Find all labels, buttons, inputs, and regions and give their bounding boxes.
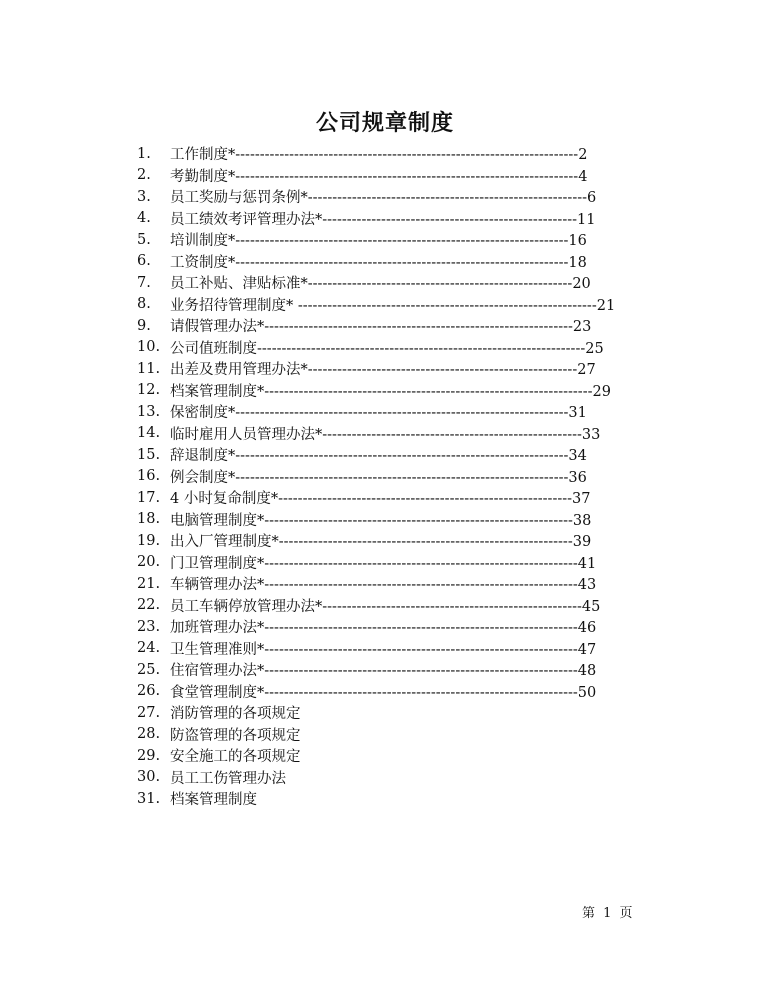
toc-number: 24. (137, 640, 161, 656)
toc-entry: 公司值班制度-------------------------------------------------------------------25 (170, 340, 604, 357)
toc-number: 1. (137, 145, 151, 162)
toc-entry: 档案管理制度*-------------------------------------------------------------------29 (170, 383, 611, 400)
toc-number: 30. (137, 769, 161, 785)
toc-entry: 临时雇用人员管理办法*-----------------------------------------------------33 (170, 426, 601, 443)
toc-number: 7. (137, 274, 151, 291)
toc-number: 16. (137, 468, 161, 484)
toc-entry: 考勤制度*----------------------------------------------------------------------4 (170, 168, 588, 185)
toc-entry: 工作制度*----------------------------------------------------------------------2 (170, 147, 588, 163)
toc-entry: 员工工伤管理办法 (170, 770, 286, 787)
toc-entry: 请假管理办法*---------------------------------------------------------------23 (170, 319, 592, 335)
toc-entry: 卫生管理准则*----------------------------------------------------------------47 (170, 641, 597, 658)
toc-entry: 加班管理办法*----------------------------------------------------------------46 (170, 620, 597, 636)
toc-number: 12. (137, 382, 161, 398)
toc-number: 10. (137, 339, 161, 355)
toc-number: 9. (137, 317, 151, 334)
toc-entry: 档案管理制度 (170, 792, 257, 808)
toc-number: 27. (137, 704, 161, 721)
toc-entry: 员工车辆停放管理办法*-----------------------------------------------------45 (170, 598, 601, 615)
toc-entry: 员工奖励与惩罚条例*---------------------------------------------------------6 (170, 190, 597, 206)
toc-entry: 保密制度*--------------------------------------------------------------------31 (170, 405, 587, 421)
toc-number: 6. (137, 253, 151, 269)
toc-number: 20. (137, 554, 161, 570)
toc-entry: 辞退制度*--------------------------------------------------------------------34 (170, 448, 587, 464)
toc-number: 8. (137, 296, 151, 312)
toc-entry: 门卫管理制度*----------------------------------------------------------------41 (170, 555, 597, 572)
toc-entry: 业务招待管理制度* -------------------------------------------------------------21 (170, 297, 616, 314)
toc-entry: 培训制度*--------------------------------------------------------------------16 (170, 233, 587, 249)
toc-number: 4. (137, 210, 151, 226)
toc-number: 28. (137, 726, 161, 742)
toc-number: 17. (137, 489, 161, 506)
toc-entry: 住宿管理办法*----------------------------------------------------------------48 (170, 663, 597, 679)
toc-entry: 防盗管理的各项规定 (170, 727, 301, 744)
page-title: 公司规章制度 (315, 110, 454, 136)
toc-entry: 工资制度*--------------------------------------------------------------------18 (170, 254, 587, 271)
page-number: 第 1 页 (582, 906, 633, 921)
toc-number: 5. (137, 231, 151, 248)
toc-entry: 电脑管理制度*---------------------------------------------------------------38 (170, 512, 592, 529)
toc-entry: 员工补贴、津贴标准*------------------------------------------------------20 (170, 276, 591, 292)
toc-entry: 例会制度*--------------------------------------------------------------------36 (170, 469, 587, 486)
toc-number: 31. (137, 790, 161, 807)
toc-number: 13. (137, 403, 161, 420)
toc-number: 29. (137, 747, 161, 764)
toc-entry: 安全施工的各项规定 (170, 749, 301, 765)
toc-entry: 食堂管理制度*----------------------------------------------------------------50 (170, 684, 597, 701)
toc-number: 11. (137, 360, 161, 377)
toc-entry: 出入厂管理制度*------------------------------------------------------------39 (170, 534, 592, 550)
toc-entry: 出差及费用管理办法*-------------------------------------------------------27 (170, 362, 596, 378)
toc-number: 25. (137, 661, 161, 678)
toc-number: 23. (137, 618, 161, 635)
toc-entry: 消防管理的各项规定 (170, 706, 301, 722)
toc-number: 2. (137, 167, 151, 183)
toc-entry: 员工绩效考评管理办法*----------------------------------------------------11 (170, 211, 596, 228)
toc-number: 3. (137, 188, 151, 205)
toc-number: 21. (137, 575, 161, 592)
toc-entry: 车辆管理办法*----------------------------------------------------------------43 (170, 577, 597, 593)
toc-number: 14. (137, 425, 161, 441)
toc-number: 18. (137, 511, 161, 527)
toc-number: 22. (137, 597, 161, 613)
toc-number: 15. (137, 446, 161, 463)
toc-number: 26. (137, 683, 161, 699)
toc-entry: 4 小时复命制度*------------------------------------------------------------37 (170, 491, 591, 507)
toc-number: 19. (137, 532, 161, 549)
